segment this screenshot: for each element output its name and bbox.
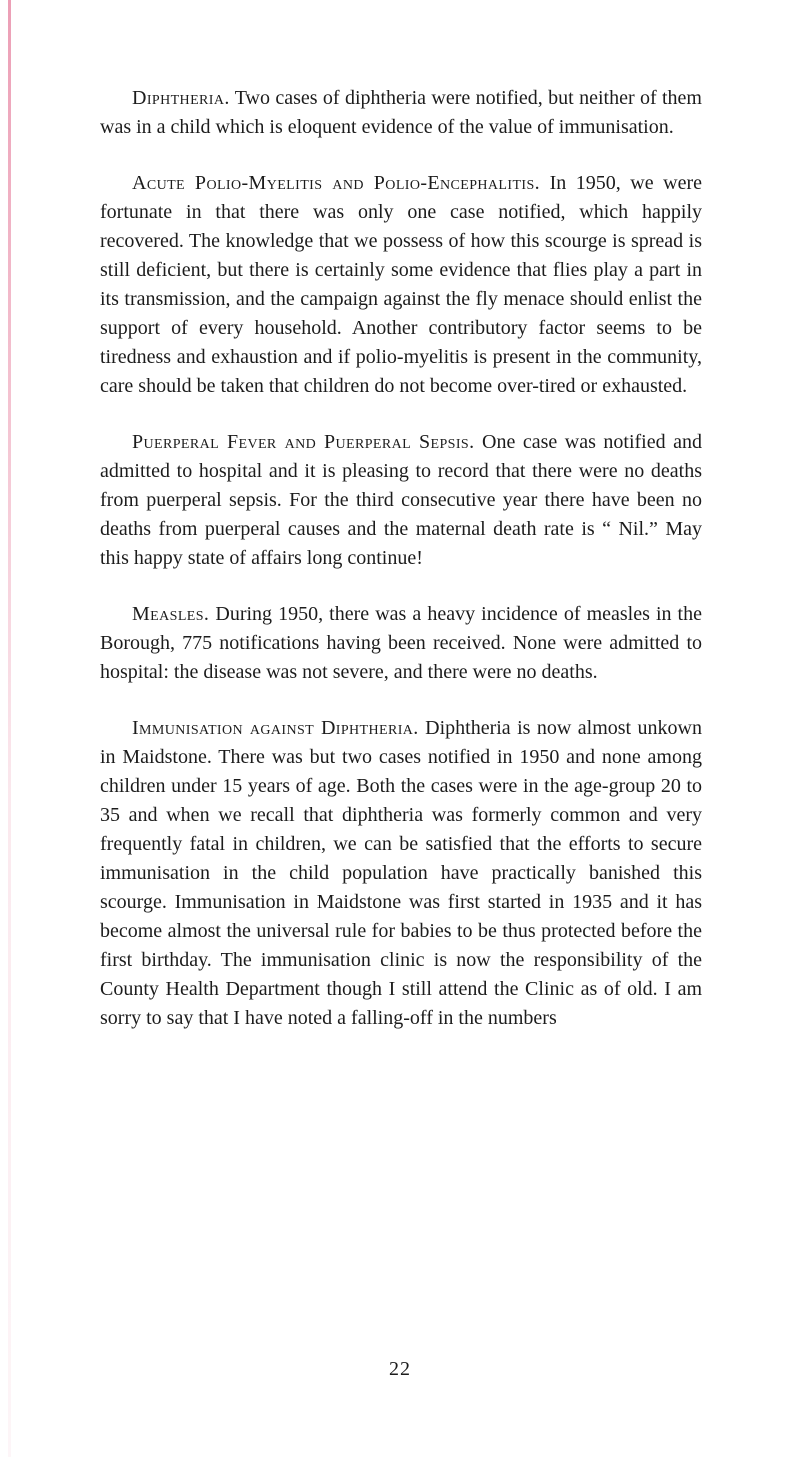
paragraph-text: Two cases of diphtheria were notified, but neither of them was in a child which is eloquent evidence of the value of immunisation. xyxy=(100,87,702,138)
paragraph-lead: Puerperal Fever and Puerperal Sepsis. xyxy=(132,431,475,453)
paragraph-text: One case was notified and admitted to hospital and it is pleasing to record that there were no deaths from puerperal sepsis. For the third consecutive year there have been no deaths from puerperal causes and the maternal death rate is “ Nil.” May this happy state of affairs long continue! xyxy=(100,431,702,569)
paragraph-diphtheria xyxy=(100,84,702,142)
page-text xyxy=(100,84,702,1060)
paragraph-text: During 1950, there was a heavy incidence of measles in the Borough, 775 notifications having been received. None were admitted to hospital: the disease was not severe, and there were no deaths. xyxy=(100,603,702,683)
page-number: 22 xyxy=(389,1358,411,1380)
paragraph-lead: Diphtheria. xyxy=(132,87,230,109)
paragraph-text: Diphtheria is now almost unkown in Maidstone. There was but two cases notified in 1950 and none among children under 15 years of age. Both the cases were in the age-group 20 to 35 and when we recall that diphtheria was formerly common and very frequently fatal in children, we can be satisfied that the efforts to secure immunisation in the child population have practically banished this scourge. Immunisation in Maidstone was first started in 1935 and it has become almost the universal rule for babies to be thus protected before the first birthday. The immunisation clinic is now the responsibility of the County Health Department though I still attend the Clinic as of old. I am sorry to say that I have noted a falling-off in the numbers xyxy=(100,717,702,1029)
paragraph-measles xyxy=(100,600,702,687)
paragraph-lead: Immunisation against Diphtheria. xyxy=(132,717,419,739)
paragraph-immunisation xyxy=(100,714,702,1033)
paragraph-polio xyxy=(100,169,702,401)
paragraph-text: In 1950, we were fortunate in that there was only one case notified, which happily recovered. The knowledge that we possess of how this scourge is spread is still deficient, but there is certainly some evidence that flies play a part in its transmission, and the campaign against the fly menace should enlist the support of every household. Another contributory factor seems to be tiredness and exhaustion and if polio-myelitis is present in the community, care should be taken that children do not become over-tired or exhausted. xyxy=(100,172,702,397)
paragraph-lead: Measles. xyxy=(132,603,210,625)
paragraph-puerperal xyxy=(100,428,702,573)
page-edge-line xyxy=(8,0,11,1457)
paragraph-lead: Acute Polio-Myelitis and Polio-Encephalitis. xyxy=(132,172,541,194)
